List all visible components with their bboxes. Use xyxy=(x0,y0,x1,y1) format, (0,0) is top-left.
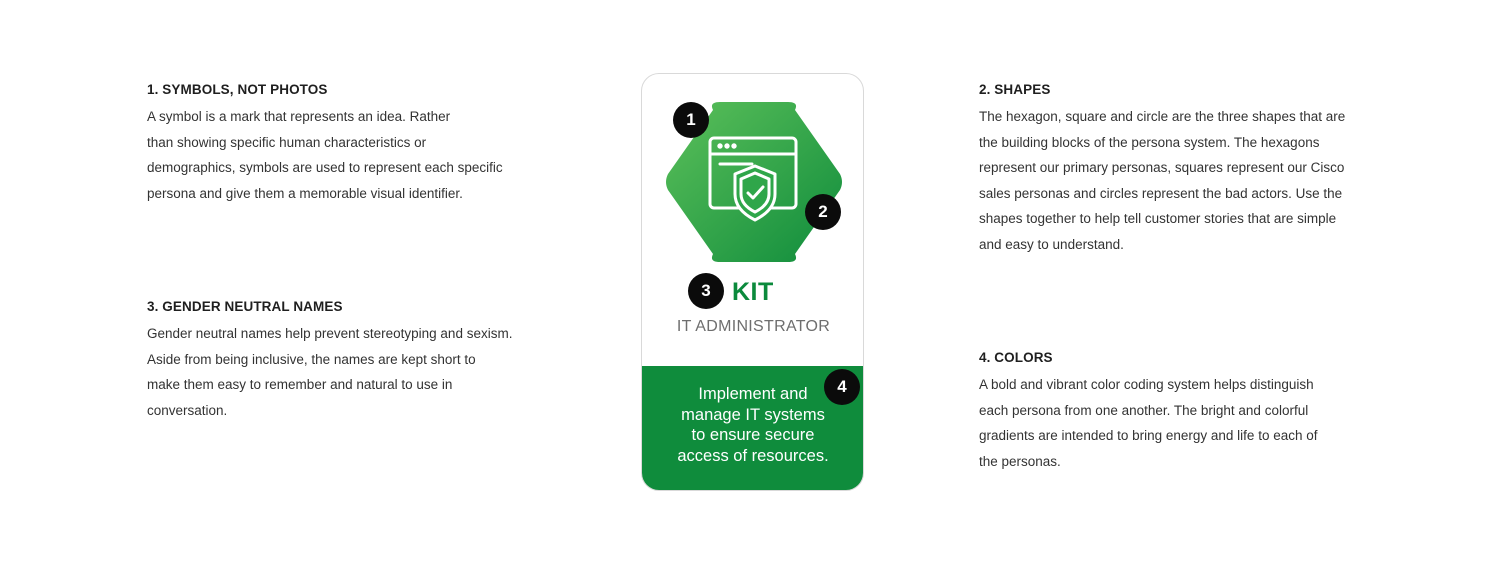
body-line: the building blocks of the persona system. The hexagons xyxy=(979,134,1320,150)
body-line: A symbol is a mark that represents an idea. Rather xyxy=(147,109,451,124)
body-line: persona and give them a memorable visual identifier. xyxy=(147,185,463,201)
body-line: A bold and vibrant color coding system helps distinguish xyxy=(979,377,1314,392)
section-names-body xyxy=(147,321,537,423)
body-line: Gender neutral names help prevent stereotyping and sexism. xyxy=(147,326,513,341)
persona-role: IT ADMINISTRATOR xyxy=(676,318,831,335)
description-line: Implement and xyxy=(698,385,808,403)
section-colors-title: 4. COLORS xyxy=(979,350,1053,365)
section-shapes-title: 2. SHAPES xyxy=(979,82,1051,97)
callout-badge-4: 4 xyxy=(824,369,860,405)
body-line: gradients are intended to bring energy and life to each of xyxy=(979,428,1318,443)
body-line: each persona from one another. The bright and colorful xyxy=(979,402,1309,418)
body-line: the personas. xyxy=(979,453,1061,469)
description-line: access of resources. xyxy=(677,446,829,465)
section-shapes-body xyxy=(979,104,1364,257)
body-line: demographics, symbols are used to represent each specific xyxy=(147,160,503,175)
section-symbols xyxy=(147,81,537,206)
section-shapes xyxy=(979,81,1364,257)
body-line: shapes together to help tell customer stories that are simple xyxy=(979,211,1337,226)
persona-description xyxy=(658,384,848,466)
section-colors xyxy=(979,349,1364,474)
callout-badge-1: 1 xyxy=(673,102,709,138)
section-symbols-body xyxy=(147,104,537,206)
body-line: Aside from being inclusive, the names are kept short to xyxy=(147,351,476,367)
persona-name: KIT xyxy=(732,278,774,306)
body-line: conversation. xyxy=(147,402,228,418)
body-line: make them easy to remember and natural to use in xyxy=(147,377,453,392)
body-line: sales personas and circles represent the bad actors. Use the xyxy=(979,185,1343,201)
persona-card xyxy=(641,73,864,491)
description-line: manage IT systems xyxy=(681,405,825,424)
body-line: represent our primary personas, squares represent our Cisco xyxy=(979,160,1345,175)
section-names-title: 3. GENDER NEUTRAL NAMES xyxy=(147,299,343,314)
section-symbols-title: 1. SYMBOLS, NOT PHOTOS xyxy=(147,82,328,97)
body-line: The hexagon, square and circle are the three shapes that are xyxy=(979,109,1346,124)
section-names xyxy=(147,298,537,423)
description-line: to ensure secure xyxy=(691,426,815,444)
callout-badge-2: 2 xyxy=(805,194,841,230)
body-line: than showing specific human characteristics or xyxy=(147,134,427,150)
callout-badge-3: 3 xyxy=(688,273,724,309)
body-line: and easy to understand. xyxy=(979,236,1124,252)
section-colors-body xyxy=(979,372,1364,474)
